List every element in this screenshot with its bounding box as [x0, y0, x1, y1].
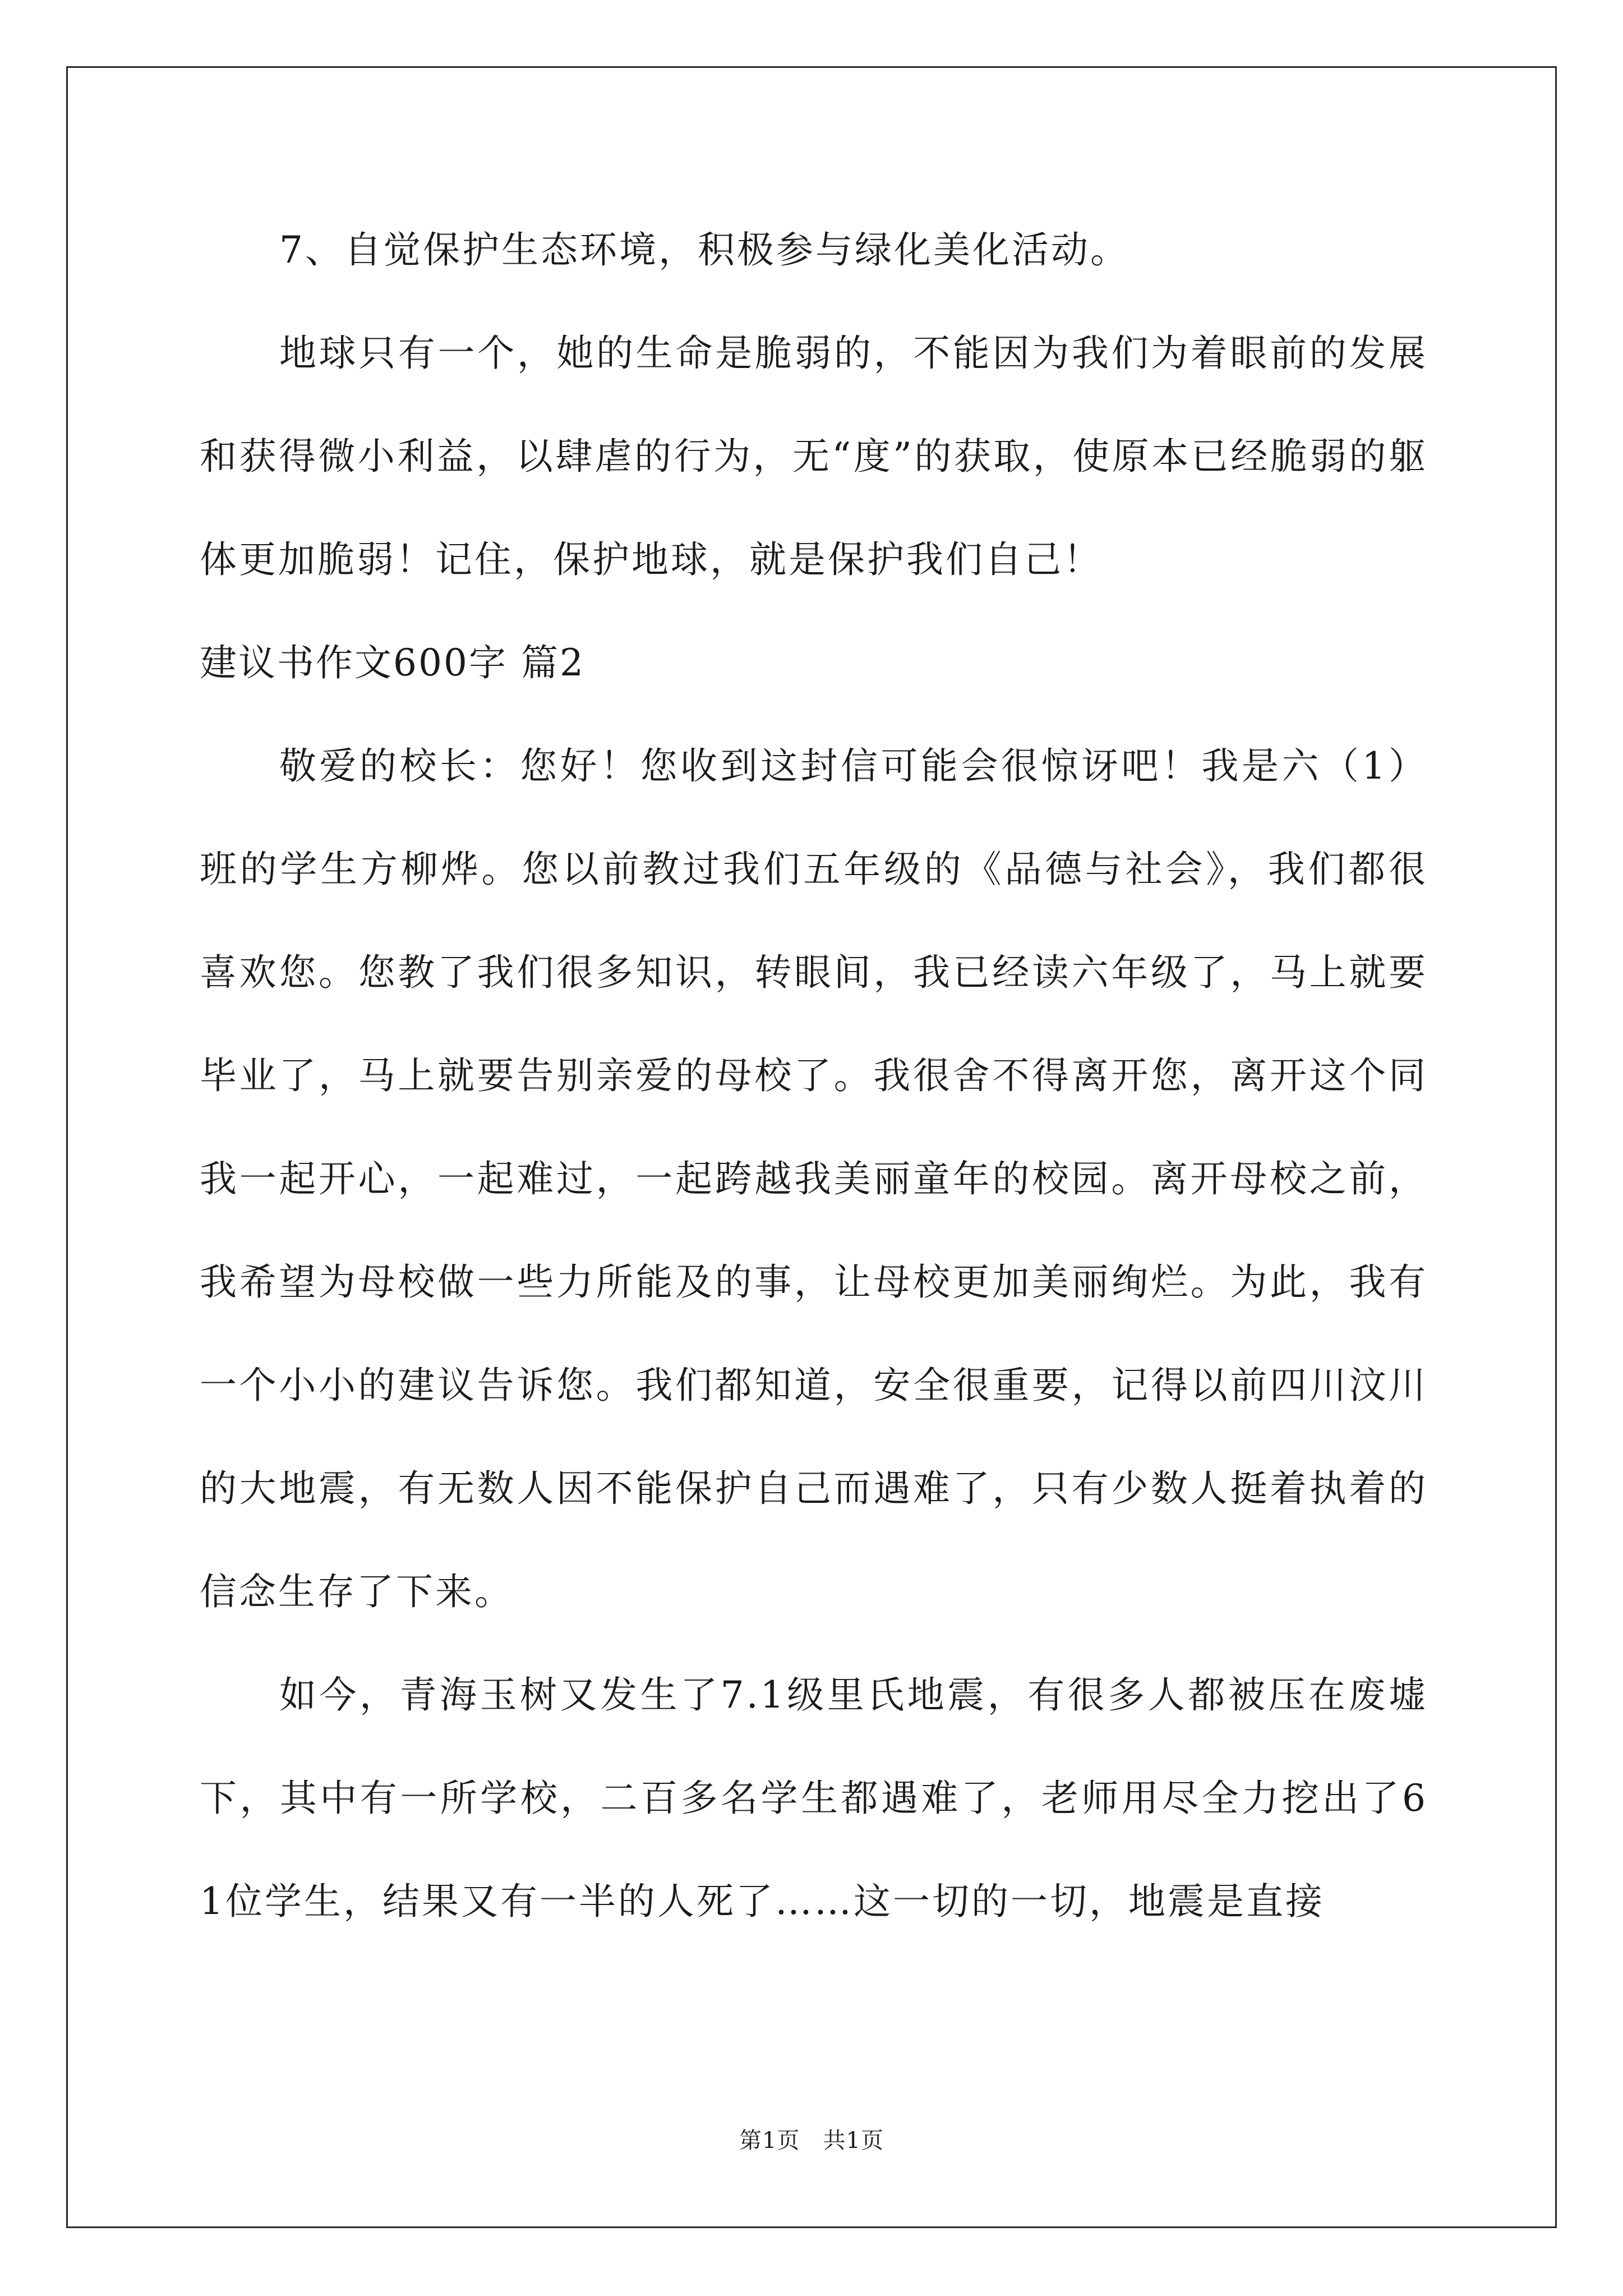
paragraph-yushu-earthquake: 如今，青海玉树又发生了7.1级里氏地震，有很多人都被压在废墟下，其中有一所学校，二百多名学生都遇难了，老师用尽全力挖出了61位学生，结果又有一半的人死了……这一切的一切，地震是直接 [200, 1673, 1428, 1923]
paragraph-letter-to-principal: 敬爱的校长：您好！您收到这封信可能会很惊讶吧！我是六（1）班的学生方柳烨。您以前教过我们五年级的《品德与社会》，我们都很喜欢您。您教了我们很多知识，转眼间，我已经读六年级了，马上就要毕业了，马上就要告别亲爱的母校了。我很舍不得离开您，离开这个同我一起开心，一起难过，一起跨越我美丽童年的校园。离开母校之前，我希望为母校做一些力所能及的事，让母校更加美丽绚烂。为此，我有一个小小的建议告诉您。我们都知道，安全很重要，记得以前四川汶川的大地震，有无数人因不能保护自己而遇难了，只有少数人挺着执着的信念生存了下来。 [200, 744, 1428, 1613]
paragraph-item-7: 7、自觉保护生态环境，积极参与绿化美化活动。 [279, 228, 1129, 272]
paragraph-protect-earth: 地球只有一个，她的生命是脆弱的，不能因为我们为着眼前的发展和获得微小利益，以肆虐的行为，无“度”的获取，使原本已经脆弱的躯体更加脆弱！记住，保护地球，就是保护我们自己！ [200, 332, 1428, 581]
page-footer: 第1页 共1页 [739, 2128, 884, 2154]
section-heading: 建议书作文600字 篇2 [200, 641, 585, 684]
